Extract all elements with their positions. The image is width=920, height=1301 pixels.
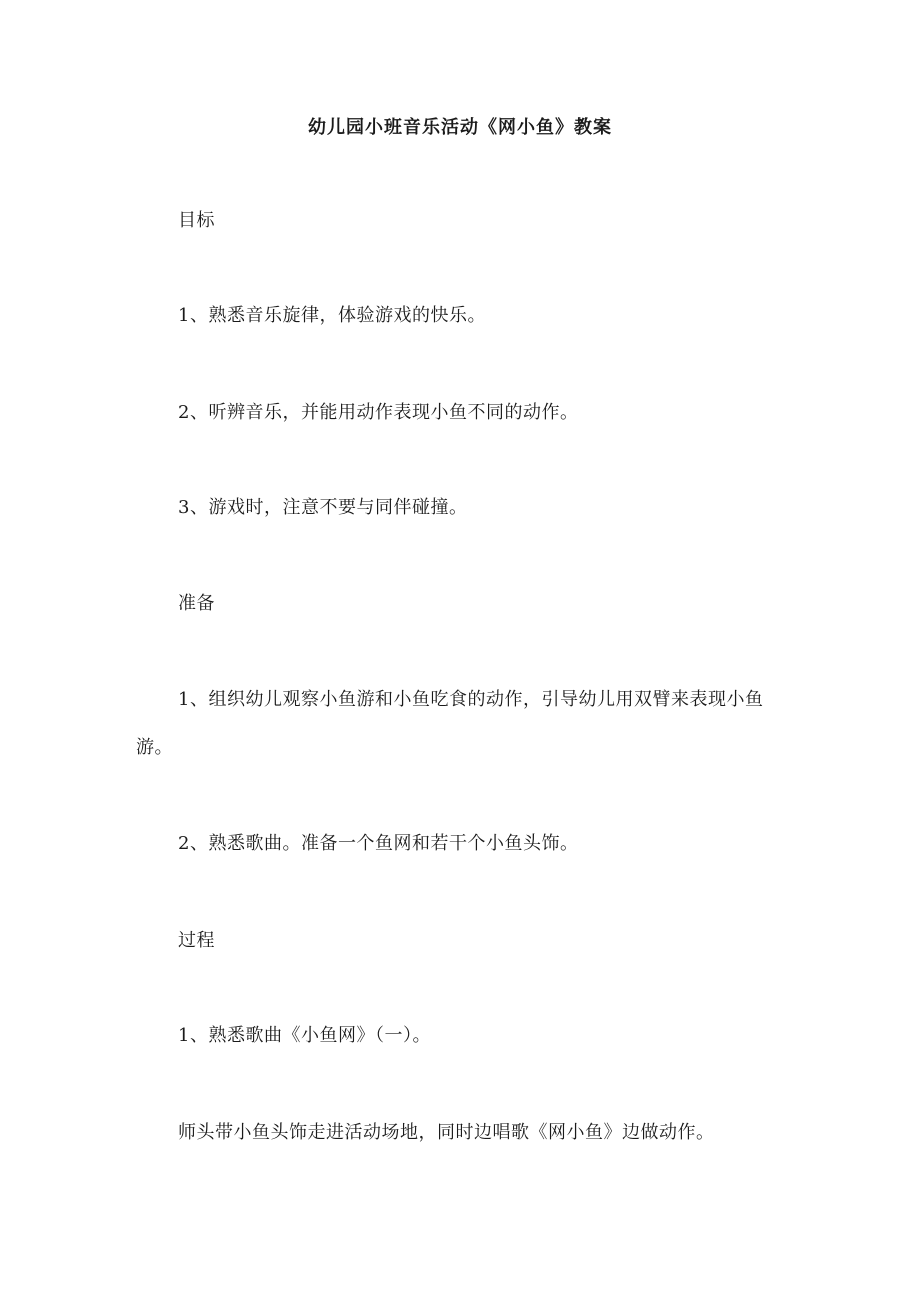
goal-item-3: 3、游戏时，注意不要与同伴碰撞。 — [178, 497, 468, 518]
section-heading-process: 过程 — [178, 930, 215, 951]
section-heading-goals: 目标 — [178, 210, 215, 231]
prep-item-1-line-1: 1、组织幼儿观察小鱼游和小鱼吃食的动作，引导幼儿用双臂来表现小鱼 — [178, 689, 764, 710]
prep-item-2: 2、熟悉歌曲。准备一个鱼网和若干个小鱼头饰。 — [178, 833, 579, 854]
goal-item-2: 2、听辨音乐，并能用动作表现小鱼不同的动作。 — [178, 402, 579, 423]
process-item-1: 1、熟悉歌曲《小鱼网》（一）。 — [178, 1025, 431, 1046]
process-item-1-detail: 师头带小鱼头饰走进活动场地，同时边唱歌《网小鱼》边做动作。 — [178, 1122, 715, 1143]
goal-item-1: 1、熟悉音乐旋律，体验游戏的快乐。 — [178, 305, 486, 326]
prep-item-1-line-2: 游。 — [136, 737, 173, 758]
document-title: 幼儿园小班音乐活动《网小鱼》教案 — [308, 117, 612, 138]
section-heading-preparation: 准备 — [178, 593, 215, 614]
